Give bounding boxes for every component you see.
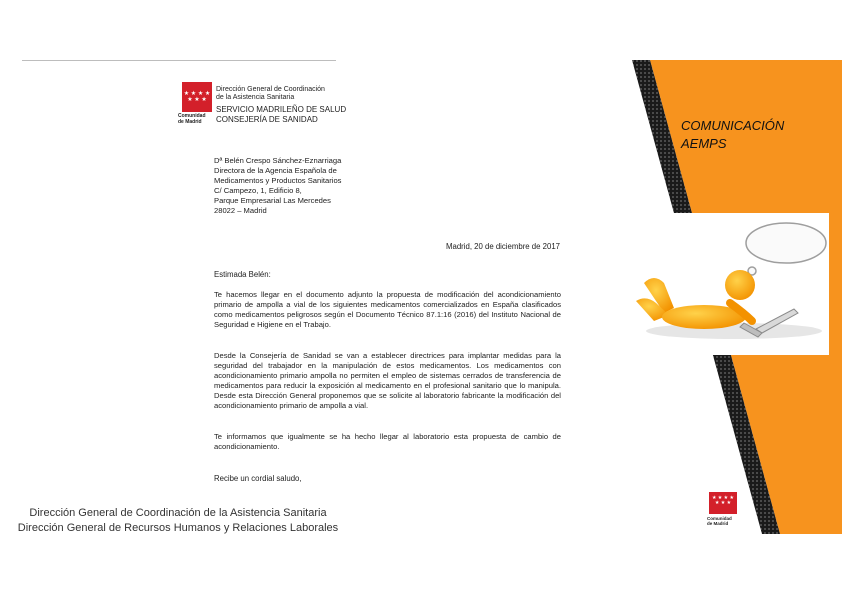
letterhead-line-3: SERVICIO MADRILEÑO DE SALUD <box>216 105 347 114</box>
logo-caption: Comunidad de Madrid <box>178 113 206 125</box>
greeting: Estimada Belén: <box>214 270 271 279</box>
footer-line-1: Dirección General de Coordinación de la Asistencia Sanitaria <box>29 507 327 519</box>
top-divider <box>22 60 336 61</box>
footer <box>8 506 348 536</box>
letterhead-line-2: de la Asistencia Sanitaria <box>216 94 295 101</box>
paragraph-2: Desde la Consejería de Sanidad se van a establecer directrices para implantar medidas para la seguridad del trabajador en la manipulación de estos medicamentos. Los medicamentos con acondicionamiento primario ampolla no permiten el empleo de sistemas cerrados de transferencia de medicamentos para reducir la exposición al medicamento en el profesional sanitario que lo manipula. Desde esta Dirección General proponemos que se solicite al laboratorio fabricante la modificación del acondicionamiento primario de ampolla a vial. <box>214 351 561 410</box>
letterhead <box>178 76 378 126</box>
panel-title: COMUNICACIÓN AEMPS <box>681 118 785 151</box>
paragraph-1: Te hacemos llegar en el documento adjunto la propuesta de modificación del acondicionamiento primario de ampolla a vial de los siguientes medicamentos comercializados en España clasificados como medicamentos peligrosos según el Documento Técnico 87.1:16 (2016) del Instituto Nacional de Seguridad e Higiene en el Trabajo. <box>214 290 561 329</box>
small-logo-caption: Comunidad de Madrid <box>707 516 732 526</box>
footer-line-2: Dirección General de Recursos Humanos y Relaciones Laborales <box>17 522 339 534</box>
letterhead-line-1: Dirección General de Coordinación <box>216 86 325 93</box>
closing: Recibe un cordial saludo, <box>214 474 302 483</box>
letter-date: Madrid, 20 de diciembre de 2017 <box>446 242 560 251</box>
comunidad-madrid-logo: ★ ★ ★ ★ ★ ★ ★ <box>182 82 212 112</box>
thinking-figure-illustration <box>634 213 829 355</box>
paragraph-3: Te informamos que igualmente se ha hecho llegar al laboratorio esta propuesta de cambio de acondicionamiento. <box>214 432 561 451</box>
comunidad-madrid-logo-small: ★ ★ ★ ★ ★ ★ ★ <box>709 492 737 514</box>
letter-document <box>178 76 566 496</box>
recipient-address: Dª Belén Crespo Sánchez-Eznarriaga Directora de la Agencia Española de Medicamentos y Productos Sanitarios C/ Campezo, 1, Edificio 8, Parque Empresarial Las Mercedes 28022 – Madrid <box>214 156 342 215</box>
letterhead-line-4: CONSEJERÍA DE SANIDAD <box>216 115 318 124</box>
